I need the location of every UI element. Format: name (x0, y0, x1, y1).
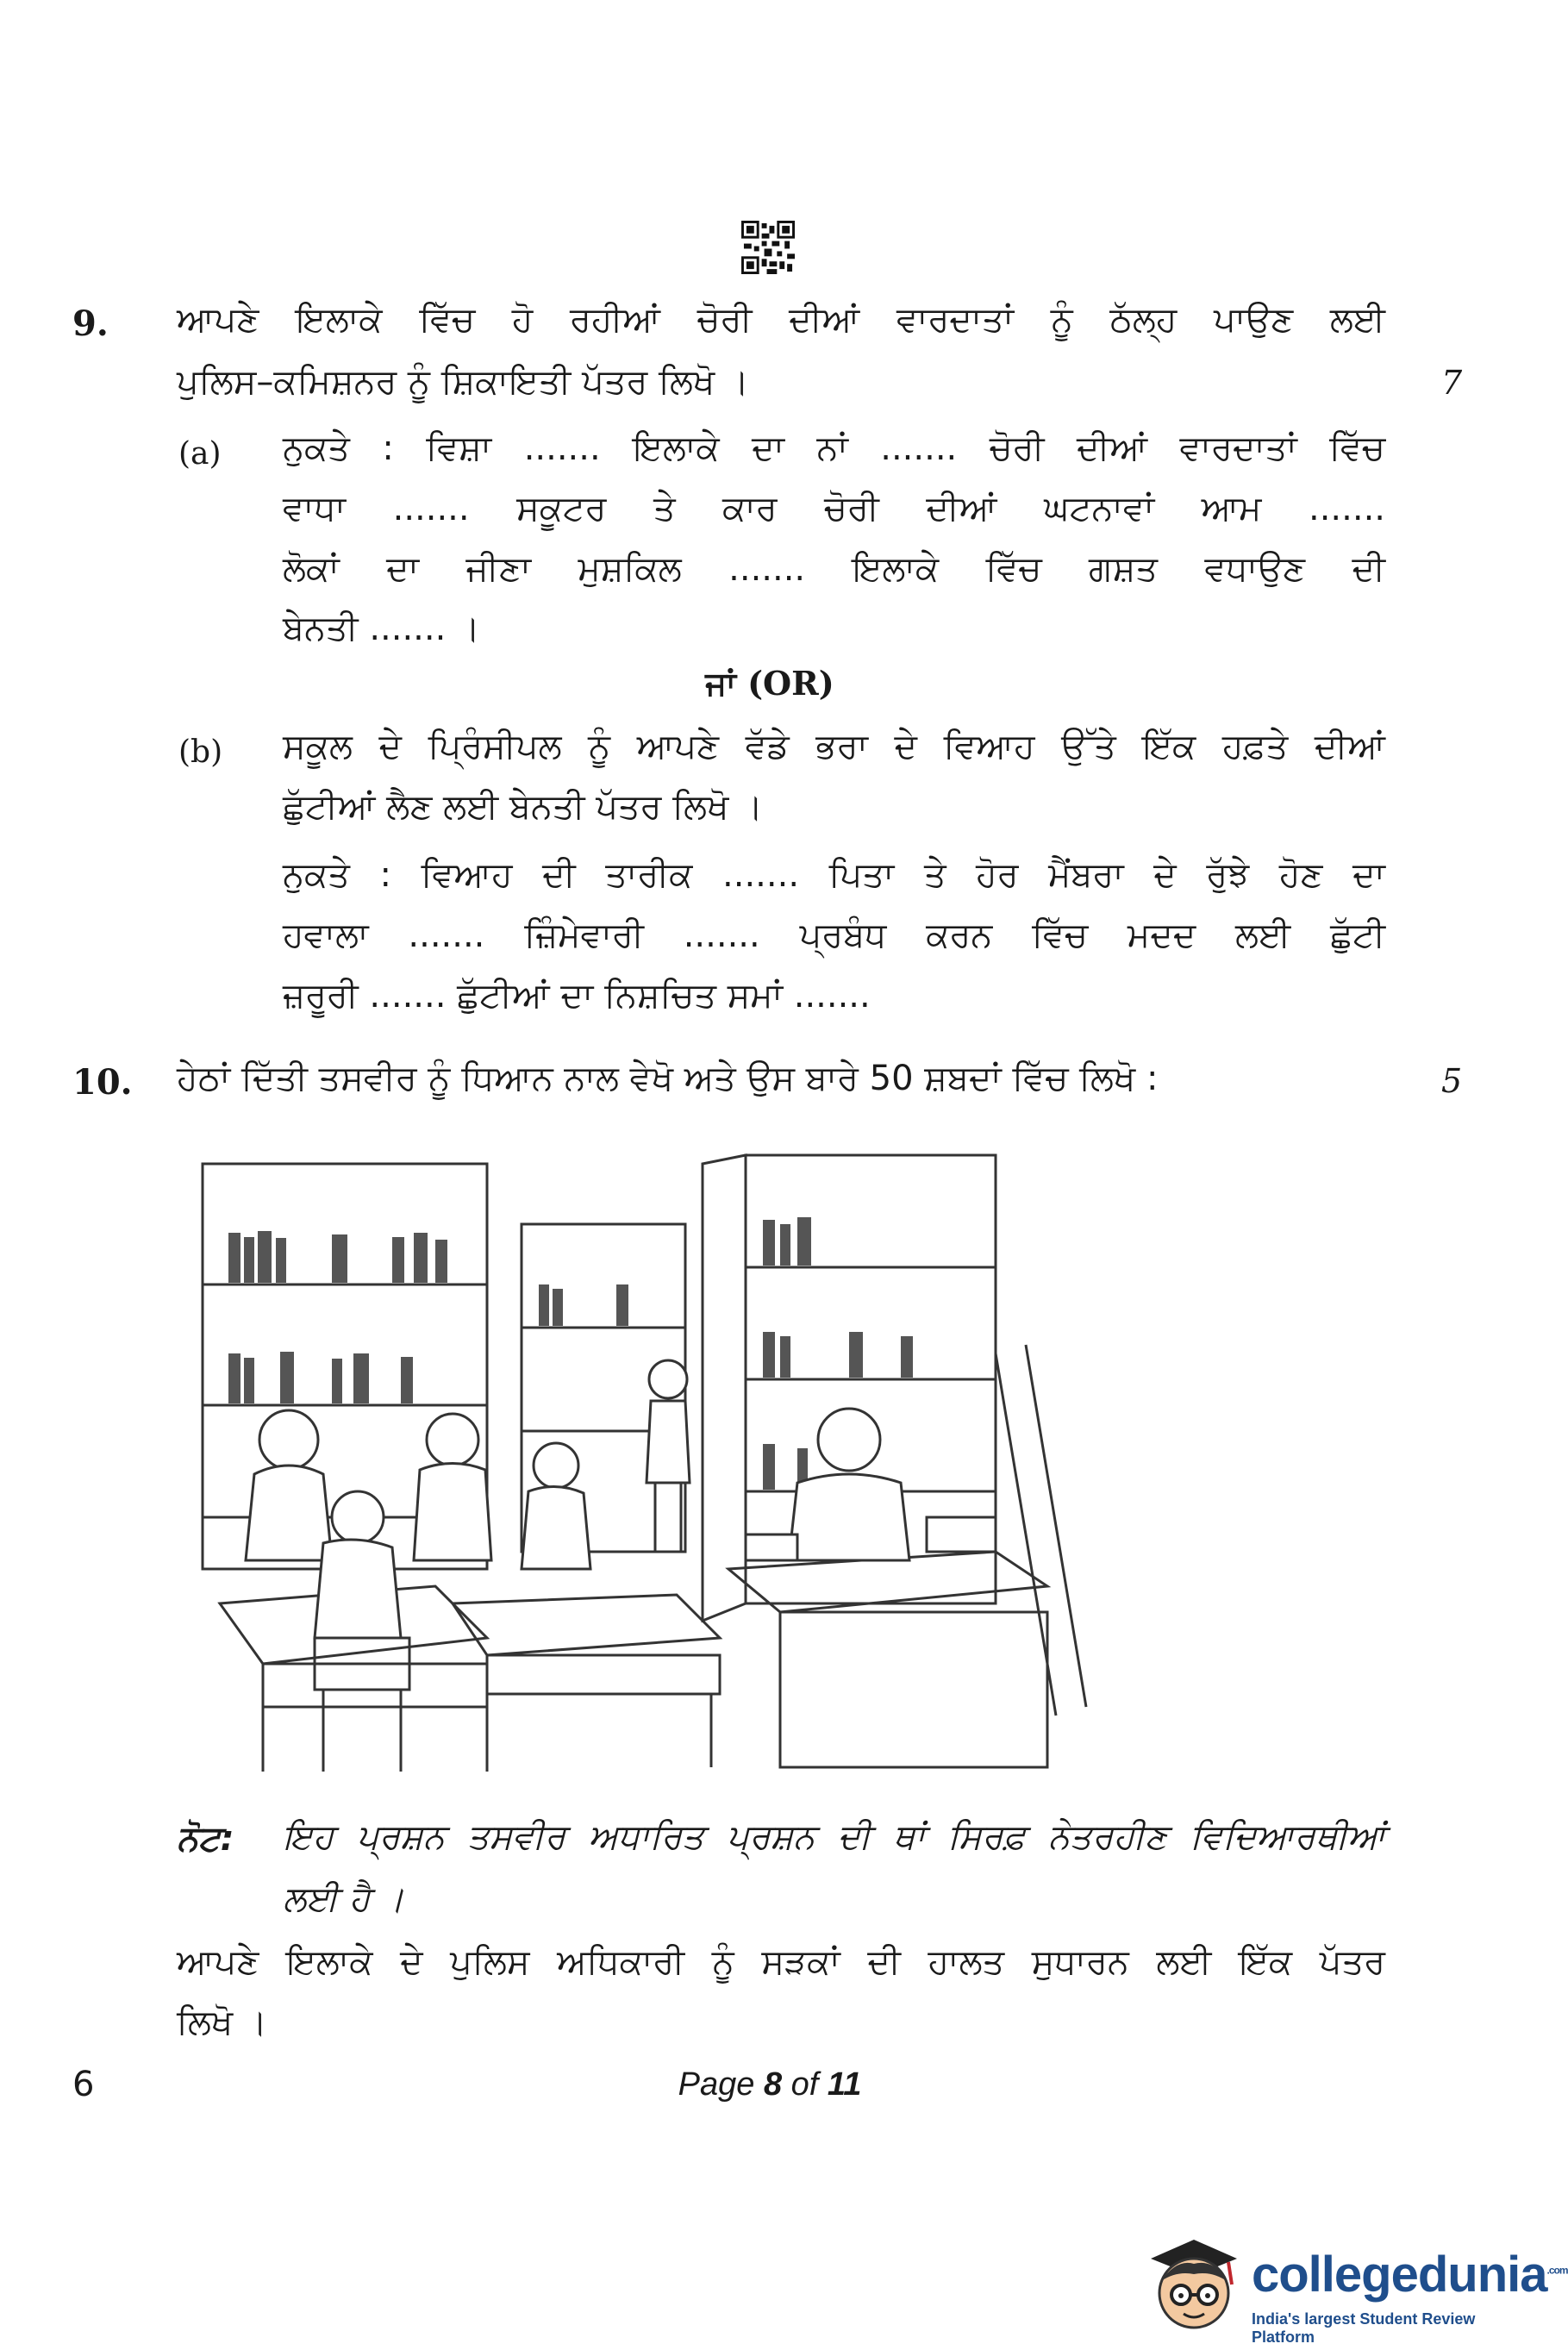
brand-tagline: India's largest Student Review Platform (1252, 2310, 1476, 2346)
note-label: ਨੋਟ: (177, 1819, 234, 1859)
collegedunia-mascot-icon (1142, 2224, 1246, 2345)
brand-name (1252, 2246, 1568, 2303)
option-b-points-1: ਨੁਕਤੇ : ਵਿਆਹ ਦੀ ਤਾਰੀਕ ....... ਪਿਤਾ ਤੇ ਹੋਰ ਮੈਂਬਰਾ ਦੇ ਰੁੱਝੇ ਹੋਣ ਦਾ (283, 855, 1385, 895)
note-line-2: ਲਈ ਹੈ । (283, 1879, 405, 1919)
or-separator: ਜਾਂ (OR) (705, 664, 834, 703)
option-a-label: (a) (178, 436, 222, 472)
library-illustration (194, 1155, 1090, 1776)
page-prefix: Page (678, 2066, 764, 2103)
alt-question-line-1: ਆਪਣੇ ਇਲਾਕੇ ਦੇ ਪੁਲਿਸ ਅਧਿਕਾਰੀ ਨੂੰ ਸੜਕਾਂ ਦੀ ਹਾਲਤ ਸੁਧਾਰਨ ਲਈ ਇੱਕ ਪੱਤਰ (177, 1942, 1385, 1982)
brand-name-text: collegedunia (1252, 2247, 1547, 2303)
option-b-points-3: ਜ਼ਰੂਰੀ ....... ਛੁੱਟੀਆਂ ਦਾ ਨਿਸ਼ਚਿਤ ਸਮਾਂ ....... (283, 976, 871, 1016)
note-line-1: ਇਹ ਪ੍ਰਸ਼ਨ ਤਸਵੀਰ ਅਧਾਰਿਤ ਪ੍ਰਸ਼ਨ ਦੀ ਥਾਂ ਸਿਰਫ਼ ਨੇਤਰਹੀਣ ਵਿਦਿਆਰਥੀਆਂ (283, 1817, 1385, 1857)
q9-line-2: ਪੁਲਿਸ–ਕਮਿਸ਼ਨਰ ਨੂੰ ਸ਼ਿਕਾਇਤੀ ਪੱਤਰ ਲਿਖੋ । (177, 362, 749, 402)
alt-question-line-2: ਲਿਖੋ । (177, 2003, 267, 2042)
option-a-line-4: ਬੇਨਤੀ ....... । (283, 609, 480, 648)
question-number-9: 9. (72, 303, 109, 344)
q9-marks: 7 (1441, 364, 1463, 402)
q9-line-1: ਆਪਣੇ ਇਲਾਕੇ ਵਿੱਚ ਹੋ ਰਹੀਆਂ ਚੋਰੀ ਦੀਆਂ ਵਾਰਦਾਤਾਂ ਨੂੰ ਠੱਲ੍ਹ ਪਾਉਣ ਲਈ (177, 300, 1385, 340)
q10-text: ਹੇਠਾਂ ਦਿੱਤੀ ਤਸਵੀਰ ਨੂੰ ਧਿਆਨ ਨਾਲ ਵੇਖੋ ਅਤੇ ਉਸ ਬਾਰੇ 50 ਸ਼ਬਦਾਂ ਵਿੱਚ ਲਿਖੋ : (177, 1059, 1159, 1098)
brand-suffix: .com (1546, 2264, 1568, 2277)
option-b-points-2: ਹਵਾਲਾ ....... ਜ਼ਿੰਮੇਵਾਰੀ ....... ਪ੍ਰਬੰਧ ਕਰਨ ਵਿੱਚ ਮਦਦ ਲਈ ਛੁੱਟੀ (283, 916, 1385, 955)
page-of: of (782, 2066, 828, 2103)
page-indicator (0, 2066, 1540, 2103)
option-b-line-1: ਸਕੂਲ ਦੇ ਪ੍ਰਿੰਸੀਪਲ ਨੂੰ ਆਪਣੇ ਵੱਡੇ ਭਰਾ ਦੇ ਵਿਆਹ ਉੱਤੇ ਇੱਕ ਹਫ਼ਤੇ ਦੀਆਂ (283, 727, 1385, 766)
option-b-line-2: ਛੁੱਟੀਆਂ ਲੈਣ ਲਈ ਬੇਨਤੀ ਪੱਤਰ ਲਿਖੋ । (283, 787, 764, 827)
option-a-line-3: ਲੋਕਾਂ ਦਾ ਜੀਣਾ ਮੁਸ਼ਕਿਲ ....... ਇਲਾਕੇ ਵਿੱਚ ਗਸ਼ਤ ਵਧਾਉਣ ਦੀ (283, 549, 1385, 589)
option-a-line-1: ਨੁਕਤੇ : ਵਿਸ਼ਾ ....... ਇਲਾਕੇ ਦਾ ਨਾਂ ....... ਚੋਰੀ ਦੀਆਂ ਵਾਰਦਾਤਾਂ ਵਿੱਚ (283, 428, 1385, 468)
option-b-label: (b) (178, 734, 223, 770)
page-total: 11 (827, 2066, 862, 2103)
page-corner-number: 6 (72, 2065, 95, 2104)
option-a-line-2: ਵਾਧਾ ....... ਸਕੂਟਰ ਤੇ ਕਾਰ ਚੋਰੀ ਦੀਆਂ ਘਟਨਾਵਾਂ ਆਮ ....... (283, 489, 1385, 528)
q10-marks: 5 (1441, 1062, 1463, 1100)
page-current: 8 (763, 2066, 783, 2103)
question-number-10: 10. (72, 1062, 133, 1103)
qr-code-icon (741, 221, 795, 274)
